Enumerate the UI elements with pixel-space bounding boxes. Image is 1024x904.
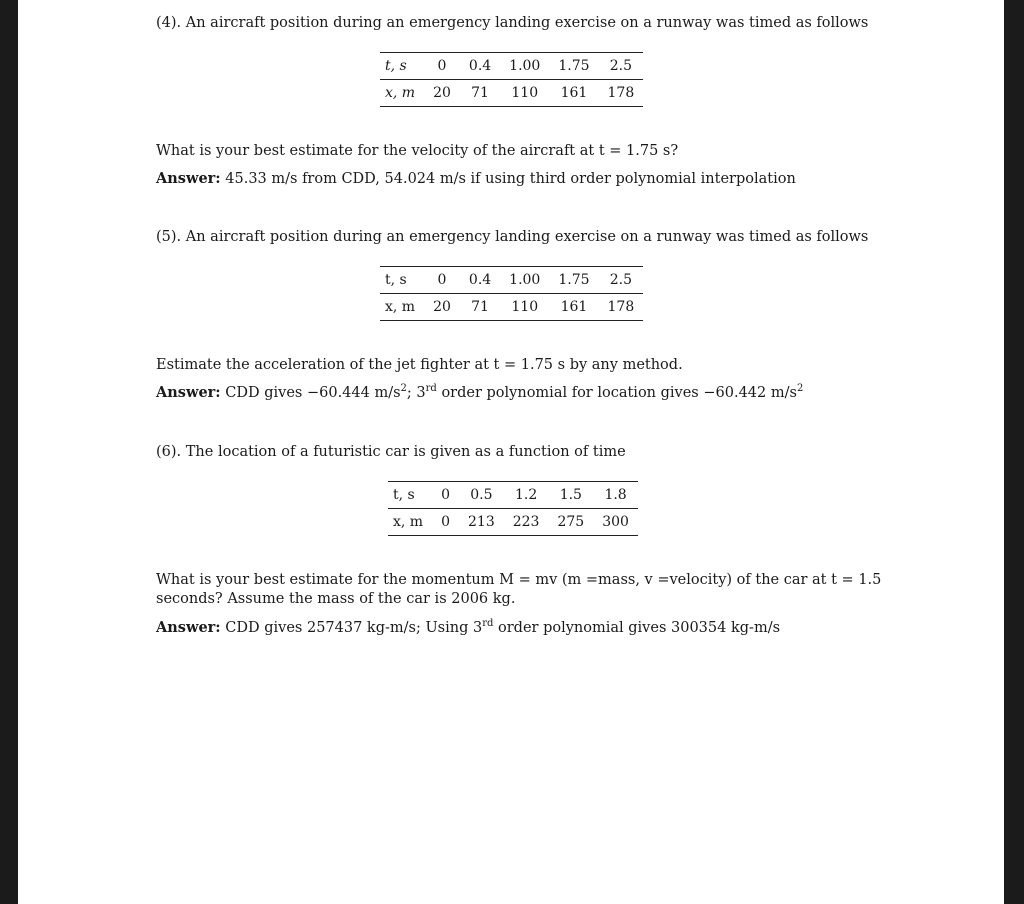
answer-label: Answer:	[156, 384, 221, 401]
table-cell: 1.8	[593, 482, 638, 509]
table-cell: 0.5	[459, 482, 504, 509]
answer-text-b: order polynomial gives 300354 kg-m/s	[493, 620, 781, 636]
superscript: rd	[482, 618, 494, 630]
table-cell: 2.5	[599, 53, 644, 80]
problem-6-question-line2: seconds? Assume the mass of the car is 2006 kg.	[156, 591, 516, 607]
table-cell: 20	[424, 294, 460, 321]
table-cell: 0.4	[460, 53, 500, 80]
problem-5-table	[380, 266, 643, 321]
superscript: 2	[796, 383, 804, 395]
table-cell: 0	[424, 267, 460, 294]
table-cell: 1.5	[548, 482, 593, 509]
row-label-t: t, s	[380, 53, 424, 80]
table-cell: 0	[432, 482, 459, 509]
problem-4-table	[380, 52, 643, 107]
answer-label: Answer:	[156, 619, 221, 636]
table-cell: 178	[599, 294, 644, 321]
table-cell: 223	[504, 509, 549, 536]
problem-5-answer	[156, 384, 803, 402]
table-row-x	[388, 509, 638, 536]
table-cell: 1.75	[549, 267, 598, 294]
superscript: rd	[425, 383, 437, 395]
problem-4-question: What is your best estimate for the velocity of the aircraft at t = 1.75 s?	[156, 143, 679, 159]
table-cell: 1.00	[500, 53, 549, 80]
table-cell: 71	[460, 80, 500, 107]
problem-4-header: (4). An aircraft position during an emergency landing exercise on a runway was timed as follows	[156, 15, 869, 31]
table-cell: 161	[549, 294, 598, 321]
table-cell: 2.5	[599, 267, 644, 294]
table-row-x	[380, 80, 643, 107]
table-cell: 178	[599, 80, 644, 107]
answer-text: 45.33 m/s from CDD, 54.024 m/s if using third order polynomial interpolation	[225, 171, 796, 187]
problem-6-answer	[156, 619, 780, 637]
table-row-t	[380, 53, 643, 80]
row-label-x: x, m	[388, 509, 432, 536]
table-cell: 110	[500, 80, 549, 107]
table-cell: 275	[548, 509, 593, 536]
table-cell: 1.2	[504, 482, 549, 509]
problem-6-header: (6). The location of a futuristic car is given as a function of time	[156, 444, 626, 460]
table-cell: 110	[500, 294, 549, 321]
table-cell: 0.4	[460, 267, 500, 294]
row-label-t: t, s	[388, 482, 432, 509]
problem-4-answer	[156, 170, 796, 188]
problem-5-header: (5). An aircraft position during an emergency landing exercise on a runway was timed as follows	[156, 229, 869, 245]
table-cell: 71	[460, 294, 500, 321]
document-page	[18, 0, 1004, 904]
answer-text-a: CDD gives 257437 kg-m/s; Using 3	[225, 620, 483, 636]
problem-6-table	[388, 481, 638, 536]
table-cell: 20	[424, 80, 460, 107]
problem-5-question: Estimate the acceleration of the jet fighter at t = 1.75 s by any method.	[156, 357, 683, 373]
answer-text-b: ; 3	[406, 385, 426, 401]
table-cell: 213	[459, 509, 504, 536]
table-cell: 1.75	[549, 53, 598, 80]
row-label-x: x, m	[380, 80, 424, 107]
answer-text-c: order polynomial for location gives −60.442 m/s	[436, 385, 797, 401]
problem-6-question-line1: What is your best estimate for the momentum M = mv (m =mass, v =velocity) of the car at t = 1.5	[156, 572, 882, 588]
answer-text-a: CDD gives −60.444 m/s	[225, 385, 401, 401]
table-row-x	[380, 294, 643, 321]
table-cell: 161	[549, 80, 598, 107]
superscript: 2	[400, 383, 407, 395]
answer-label: Answer:	[156, 170, 221, 187]
table-cell: 300	[593, 509, 638, 536]
row-label-x: x, m	[380, 294, 424, 321]
table-cell: 0	[432, 509, 459, 536]
table-cell: 1.00	[500, 267, 549, 294]
table-cell: 0	[424, 53, 460, 80]
table-row-t	[380, 267, 643, 294]
row-label-t: t, s	[380, 267, 424, 294]
table-row-t	[388, 482, 638, 509]
